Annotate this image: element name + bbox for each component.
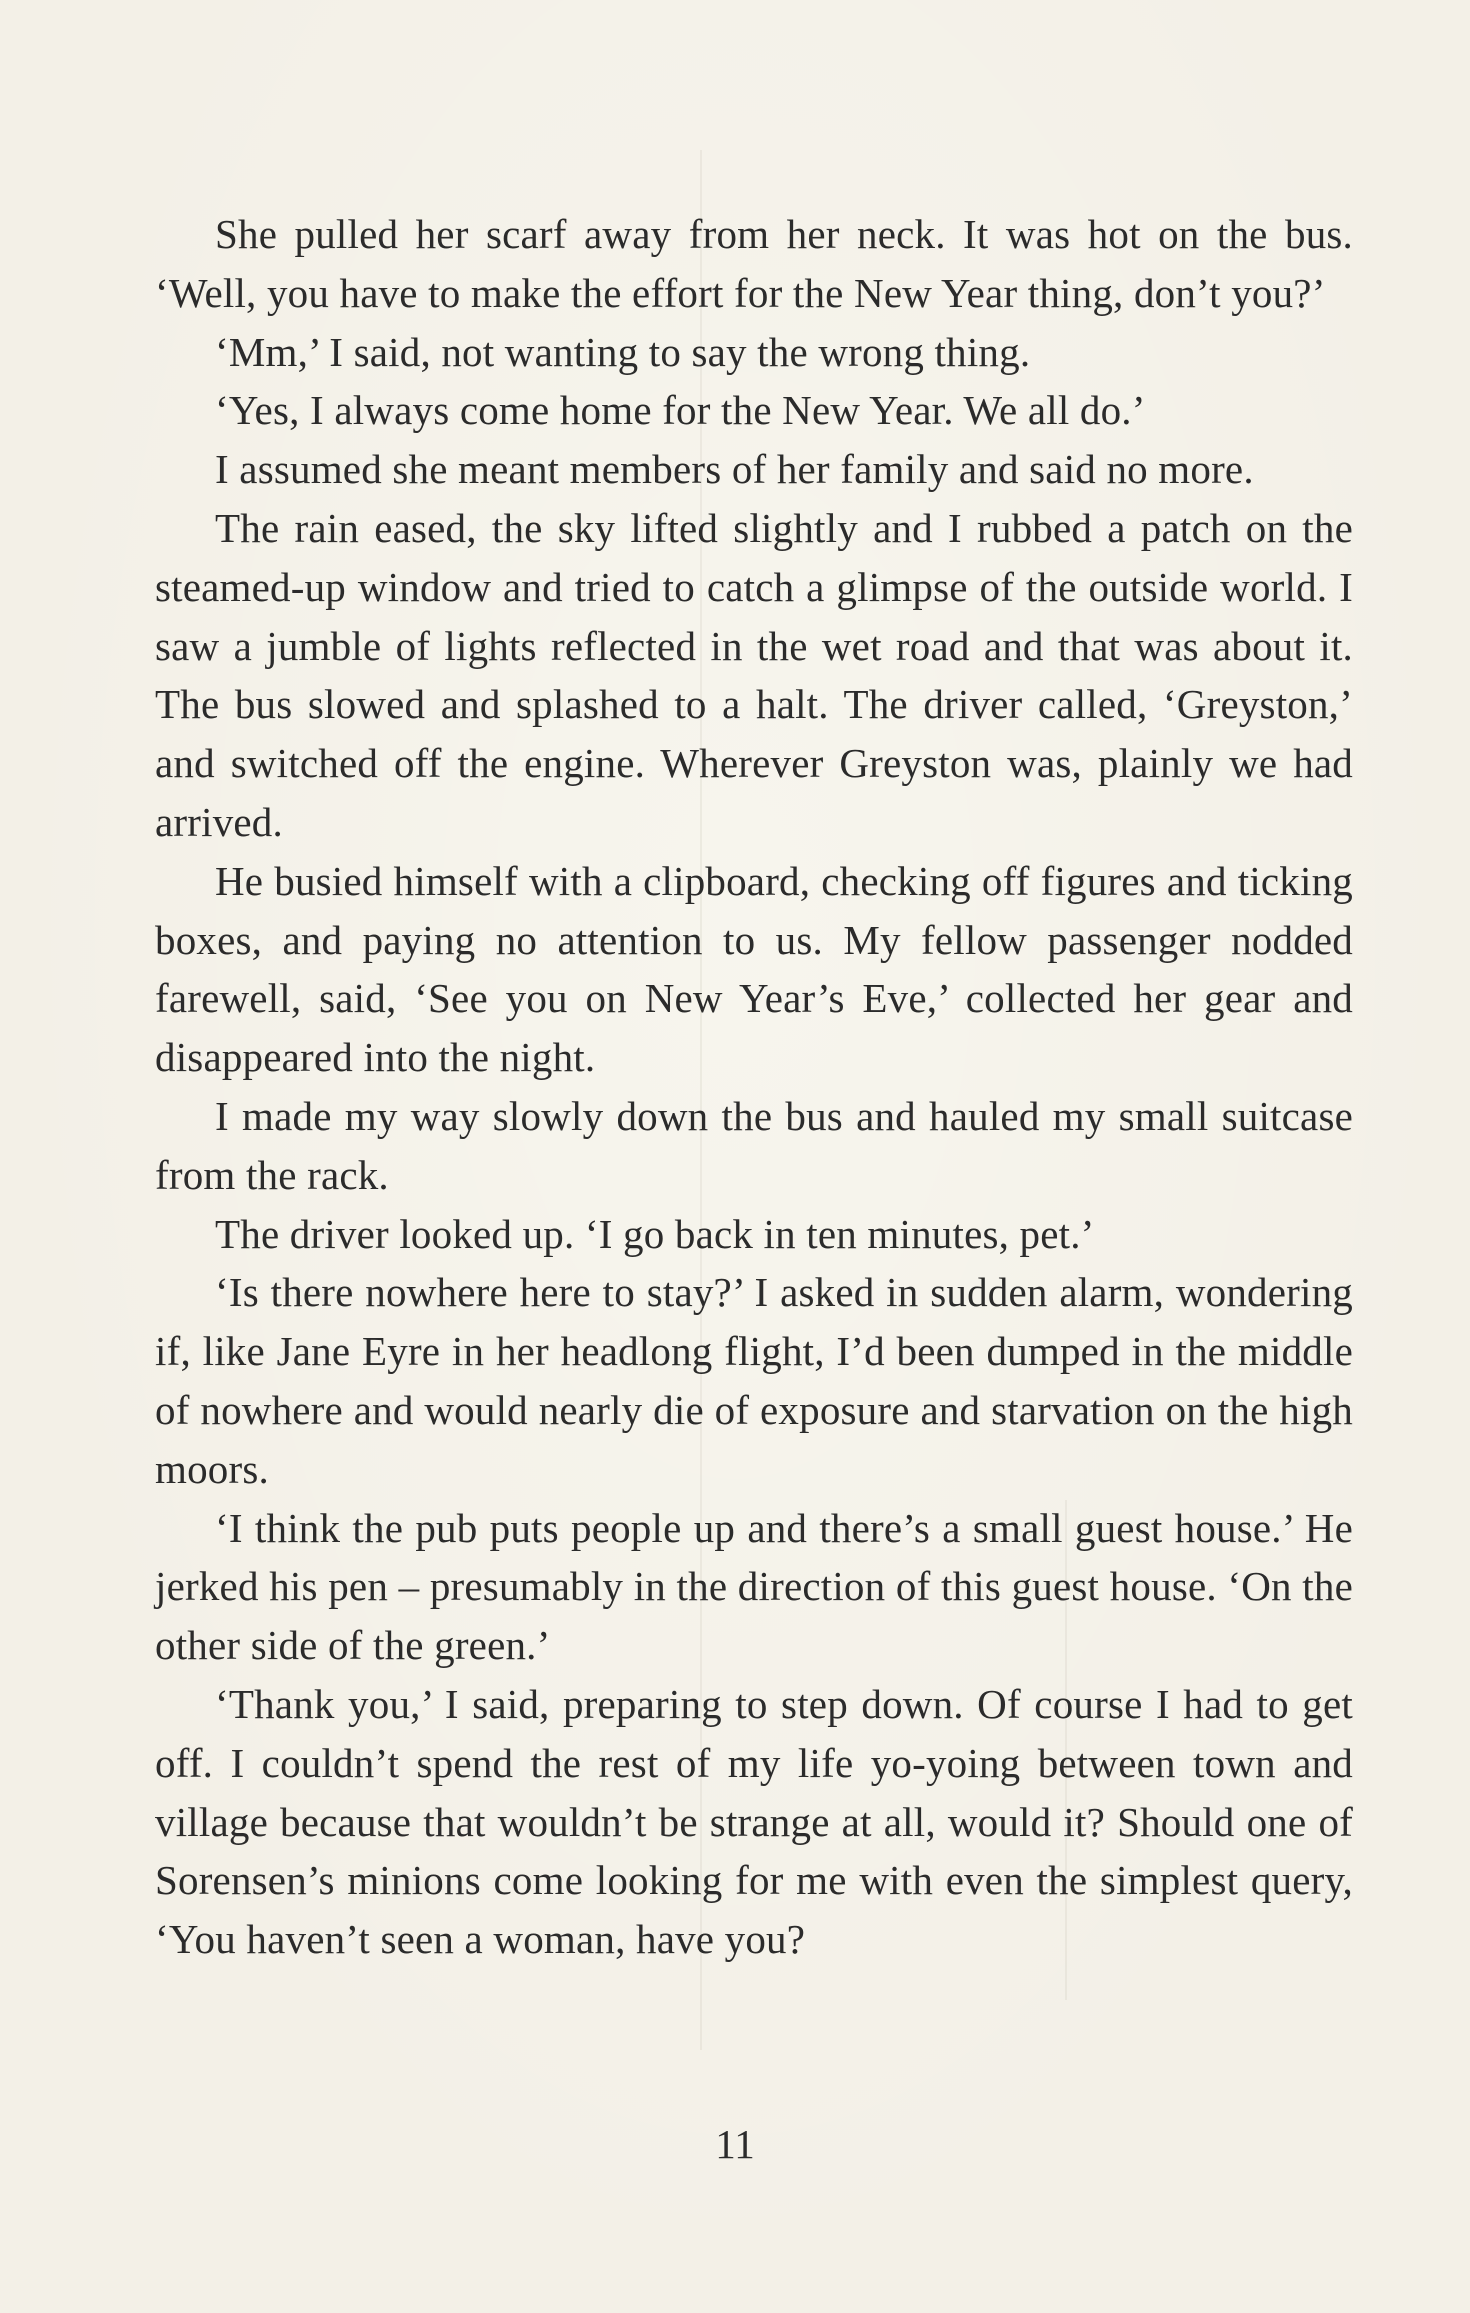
paragraph: ‘Is there nowhere here to stay?’ I asked in sudden alarm, wondering if, like Jane Eyre in her headlong flight, I’d been dumped in the middle of nowhere and would nearly die of exposure and starvation on the high moors. bbox=[155, 1269, 1353, 1492]
page-number: 11 bbox=[715, 2121, 755, 2167]
paragraph: ‘Thank you,’ I said, preparing to step down. Of course I had to get off. I couldn’t spend the rest of my life yo-yoing between town and village because that wouldn’t be strange at all, would it? Should one of Sorensen’s minions come looking for me with even the simplest query, ‘You haven’t seen a woman, have you? bbox=[155, 1680, 1353, 1963]
paragraph: The driver looked up. ‘I go back in ten minutes, pet.’ bbox=[215, 1210, 1095, 1257]
paragraph: ‘I think the pub puts people up and there’s a small guest house.’ He jerked his pen – presumably in the direction of this guest house. ‘On the other side of the green.’ bbox=[155, 1504, 1353, 1669]
paragraph: He busied himself with a clipboard, checking off figures and ticking boxes, and paying no attention to us. My fellow passenger nodded farewell, said, ‘See you on New Year’s Eve,’ collected her gear and disappeared into the night. bbox=[155, 857, 1353, 1081]
paragraph: The rain eased, the sky lifted slightly and I rubbed a patch on the steamed-up window and tried to catch a glimpse of the outside world. I saw a jumble of lights reflected in the wet road and that was about it. The bus slowed and splashed to a halt. The driver called, ‘Greyston,’ and switched off the engine. Wherever Greyston was, plainly we had arrived. bbox=[155, 504, 1353, 845]
paragraph: ‘Yes, I always come home for the New Year. We all do.’ bbox=[215, 387, 1146, 434]
paragraph: ‘Mm,’ I said, not wanting to say the wrong thing. bbox=[215, 328, 1031, 375]
paragraph: I made my way slowly down the bus and hauled my small suitcase from the rack. bbox=[155, 1092, 1353, 1198]
body-text bbox=[155, 205, 1353, 1969]
paragraph: I assumed she meant members of her family and said no more. bbox=[215, 446, 1254, 493]
paragraph: She pulled her scarf away from her neck. It was hot on the bus. ‘Well, you have to make the effort for the New Year thing, don’t you?’ bbox=[155, 211, 1353, 316]
